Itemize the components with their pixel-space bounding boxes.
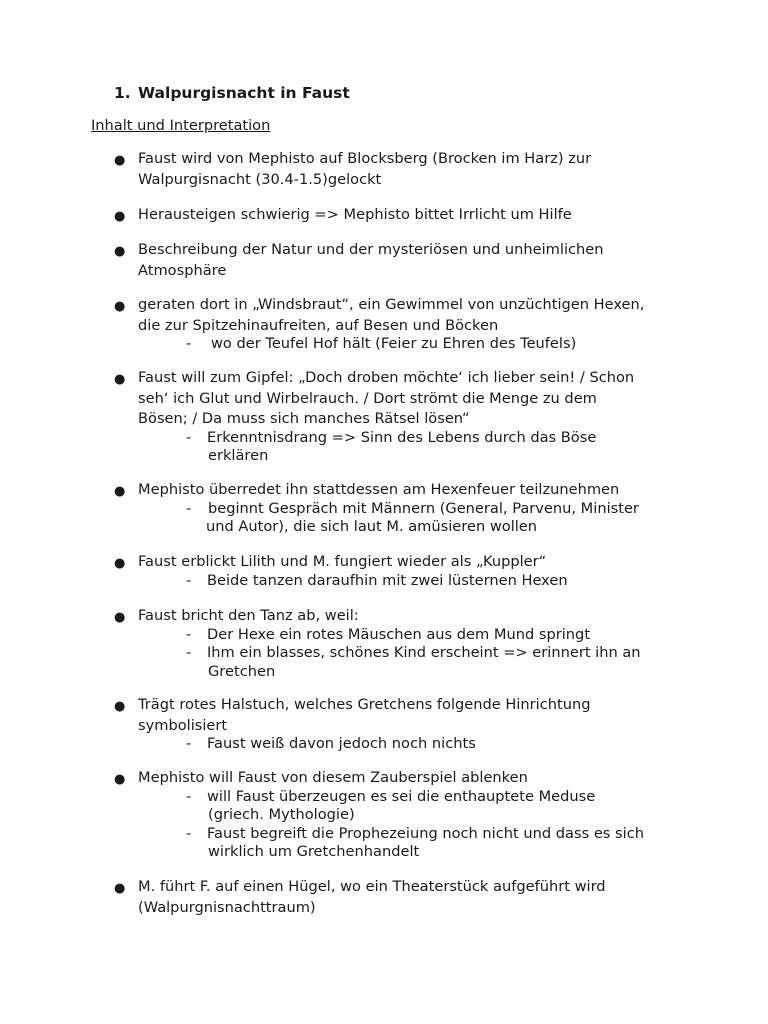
subheading: Inhalt und Interpretation (91, 117, 271, 134)
sub-bullet-text: wirklich um Gretchenhandelt (208, 843, 420, 860)
sub-bullet-text: Beide tanzen daraufhin mit zwei lüsternen Hexen (207, 571, 568, 589)
sub-bullet-dash: - (186, 571, 192, 589)
sub-bullet-dash: - (186, 499, 192, 517)
sub-bullet-text: erklären (208, 447, 269, 464)
bullet-item-text: geraten dort in „Windsbraut“, ein Gewimmel von unzüchtigen Hexen, (138, 296, 645, 313)
sub-bullet-text: Erkenntnisdrang => Sinn des Lebens durch das Böse (207, 428, 597, 446)
sub-bullet-dash: - (186, 428, 192, 446)
bullet-item-text: Bösen; / Da muss sich manches Rätsel lösen“ (138, 410, 470, 427)
sub-bullet-dash: - (186, 824, 192, 842)
bullet-icon: ● (114, 699, 126, 714)
bullet-item-text: Faust wird von Mephisto auf Blocksberg (Brocken im Harz) zur (138, 150, 592, 167)
sub-bullet-dash: - (186, 335, 192, 352)
bullet-icon: ● (114, 372, 126, 387)
bullet-item-text: M. führt F. auf einen Hügel, wo ein Theaterstück aufgeführt wird (138, 878, 606, 895)
bullet-icon: ● (114, 484, 126, 499)
sub-bullet-text: Gretchen (208, 662, 276, 680)
bullet-item-text: Atmosphäre (138, 261, 227, 279)
bullet-item-text: Beschreibung der Natur und der mysteriösen und unheimlichen (138, 241, 604, 258)
sub-bullet-text: wo der Teufel Hof hält (Feier zu Ehren des Teufels) (211, 335, 577, 352)
sub-bullet-text: (griech. Mythologie) (208, 806, 355, 823)
bullet-item-text: Mephisto will Faust von diesem Zauberspiel ablenken (138, 769, 528, 786)
sub-bullet-dash: - (186, 644, 192, 661)
section-heading (114, 84, 350, 102)
bullet-icon: ● (114, 881, 126, 896)
bullet-icon: ● (114, 209, 126, 224)
sub-bullet-text: Faust weiß davon jedoch noch nichts (207, 735, 476, 752)
bullet-icon: ● (114, 153, 126, 168)
sub-bullet-text: Der Hexe ein rotes Mäuschen aus dem Mund springt (207, 625, 591, 643)
bullet-item-text: Herausteigen schwierig => Mephisto bittet Irrlicht um Hilfe (138, 206, 572, 223)
sub-bullet-text: Faust begreift die Prophezeiung noch nicht und dass es sich (207, 824, 644, 842)
bullet-item-text: Walpurgisnacht (30.4-1.5)gelockt (138, 170, 382, 188)
bullet-item-text: Faust bricht den Tanz ab, weil: (138, 607, 359, 624)
bullet-item-text: symbolisiert (138, 716, 228, 734)
bullet-icon: ● (114, 556, 126, 571)
bullet-item-text: (Walpurgnisnachttraum) (138, 898, 316, 916)
bullet-item-text: Mephisto überredet ihn stattdessen am Hexenfeuer teilzunehmen (138, 481, 620, 498)
sub-bullet-dash: - (186, 787, 192, 805)
bullet-item-text: Faust will zum Gipfel: „Doch droben möchte‘ ich lieber sein! / Schon (138, 369, 635, 386)
bullet-item-text: Faust erblickt Lilith und M. fungiert wieder als „Kuppler“ (138, 553, 547, 570)
sub-bullet-dash: - (186, 625, 192, 643)
bullet-item-text: die zur Spitzehinaufreiten, auf Besen und Böcken (138, 316, 499, 334)
bullet-icon: ● (114, 772, 126, 787)
sub-bullet-text: und Autor), die sich laut M. amüsieren wollen (206, 518, 538, 535)
sub-bullet-text: will Faust überzeugen es sei die enthauptete Meduse (207, 787, 596, 805)
sub-bullet-dash: - (186, 735, 192, 752)
bullet-icon: ● (114, 610, 126, 625)
sub-bullet-text: Ihm ein blasses, schönes Kind erscheint => erinnert ihn an (207, 644, 641, 661)
bullet-item-text: seh‘ ich Glut und Wirbelrauch. / Dort strömt die Menge zu dem (138, 389, 597, 407)
section-title: Walpurgisnacht in Faust (138, 84, 350, 102)
section-number: 1. (114, 84, 131, 102)
sub-bullet-text: beginnt Gespräch mit Männern (General, Parvenu, Minister (208, 499, 639, 517)
bullet-item-text: Trägt rotes Halstuch, welches Gretchens folgende Hinrichtung (138, 696, 591, 713)
bullet-icon: ● (114, 244, 126, 259)
bullet-icon: ● (114, 299, 126, 314)
